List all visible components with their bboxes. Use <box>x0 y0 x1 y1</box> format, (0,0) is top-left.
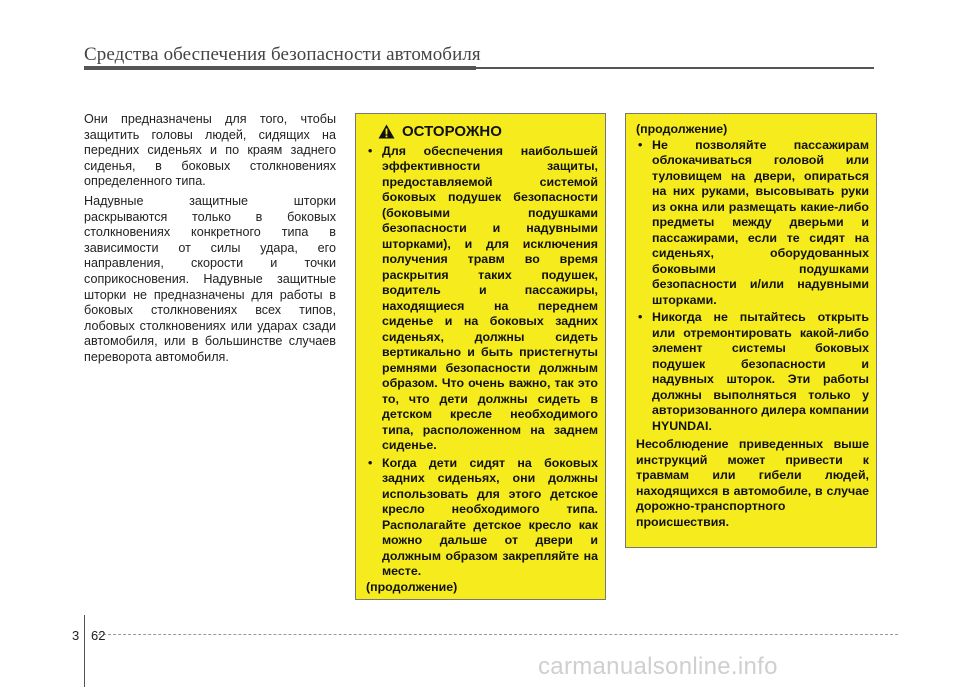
left-text-column <box>84 112 336 366</box>
header-rule-thin <box>476 67 874 69</box>
continued-label-top: (продолжение) <box>636 122 728 136</box>
body-paragraph-2: Надувные защитные шторки раскрываются только в боковых столкновениях конкретного типа в зависимости от силы удара, его направления, скорости и точки соприкосновения. Надувные защитные шторки не предназначены для работы в боковых столкновениях всех типов, лобовых столкновениях или ударах сзади автомобиля, или в большинстве случаев переворота автомобиля. <box>84 193 336 364</box>
warning-bullet-list <box>366 144 598 580</box>
warning-heading <box>378 124 598 140</box>
page-number: 62 <box>91 628 106 643</box>
warning-box <box>355 113 606 600</box>
consequence-paragraph: Несоблюдение приведенных выше инструкций может привести к травмам или гибели людей, находящихся в автомобиле, в случае дорожно-транспортного происшествия. <box>636 437 869 529</box>
warning-continuation-box <box>625 113 877 548</box>
warning-bullet-1: • Для обеспечения наибольшей эффективности защиты, предоставляемой системой боковых подушек безопасности (боковыми подушками безопасности и надувными шторками), и для исключения получения травм во время раскрытия таких подушек, водитель и пассажиры, находящиеся на переднем сиденье и на боковых задних сиденьях, должны сидеть вертикально и быть пристегнуты ремнями безопасности должным образом. Что очень важно, так это то, что дети должны сидеть в детском кресле необходимого типа, расположенном на заднем сиденье. <box>366 144 598 454</box>
continued-label: (продолжение) <box>366 579 458 594</box>
warning-bullet-2: • Когда дети сидят на боковых задних сиденьях, они должны использовать для этого детское кресло необходимого типа. Располагайте детское кресло как можно дальше от двери и должным образом закрепляйте на месте. <box>366 456 598 580</box>
site-watermark: carmanualsonline.info <box>538 653 778 680</box>
continuation-bullet-list <box>636 138 869 435</box>
warning-title: ОСТОРОЖНО <box>402 123 502 140</box>
section-title: Средства обеспечения безопасности автомобиля <box>84 44 481 65</box>
chapter-number: 3 <box>72 628 80 643</box>
warning-triangle-icon <box>378 124 395 139</box>
body-paragraph-1: Они предназначены для того, чтобы защитить головы людей, сидящих на передних сиденьях и по краям заднего сиденья, в боковых столкновениях определенного типа. <box>84 112 336 189</box>
page-number-divider <box>84 615 85 687</box>
footer-dashed-line <box>93 634 898 635</box>
header-rule-thick <box>84 66 476 70</box>
continuation-bullet-2: • Никогда не пытайтесь открыть или отремонтировать какой-либо элемент системы боковых подушек безопасности и надувных шторок. Эти работы должны выполняться только у авторизованного дилера компании HYUNDAI. <box>636 310 869 434</box>
continuation-bullet-1: • Не позволяйте пассажирам облокачиваться головой или туловищем на двери, опираться на них руками, высовывать руки из окна или размещать какие-либо предметы между дверьми и пассажирами, если те сидят на сиденьях, оборудованных боковыми подушками безопасности и/или надувными шторками. <box>636 138 869 309</box>
